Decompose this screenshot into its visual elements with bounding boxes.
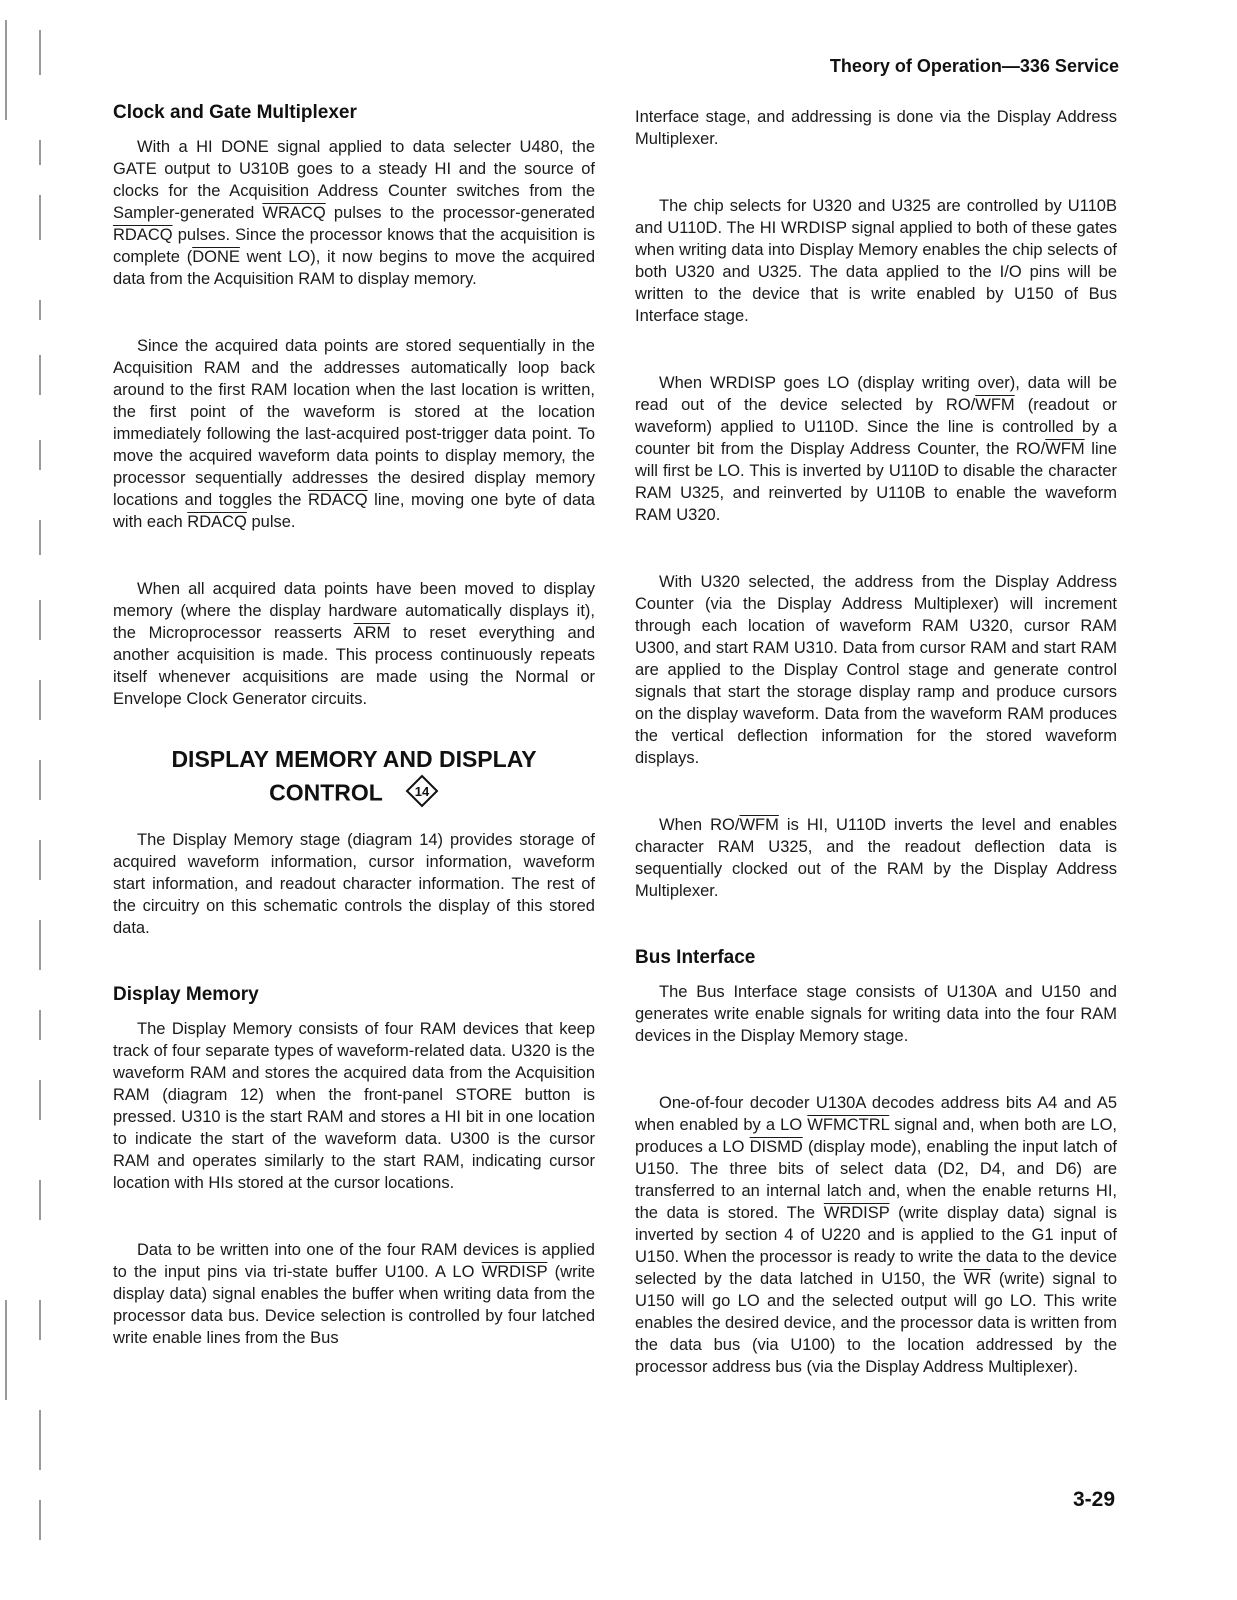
signal-done: DONE [192,248,240,266]
signal-rdacq: RDACQ [187,513,247,531]
section-title-line-1: DISPLAY MEMORY AND DISPLAY [171,746,537,772]
signal-dismd: DISMD [749,1138,803,1156]
paragraph-clock-gate-3: When all acquired data points have been moved to display memory (where the display hardware automatically displays it), the Microprocessor reasserts $\overline{ARM}$ to reset everything and another acquisition is made. This process continuously repeats itself whenever acquisitions are made using the Normal or Envelope Clock Generator circuits. [113,580,596,708]
signal-wr: $\overline{WR}$ [963,1270,992,1288]
paragraph-clock-gate-2: Since the acquired data points are stored sequentially in the Acquisition RAM and the addresses automatically loop back around to the first RAM location when the last location is written, the first point of the waveform is stored at the location immediately following the last-acquired post-trigger data point. To move the acquired waveform data points to display memory, the processor sequentially addresses the desired display memory locations and toggles the RDACQ line, moving one byte of data with each RDACQ pulse. [113,337,595,531]
signal-wfm: $\overline{WFM}$ [1045,440,1085,458]
signal-wfmctrl: WFMCTRL [807,1116,890,1134]
signal-rdacq: RDACQ [113,226,173,244]
paragraph-bus-interface-2: One-of-four decoder U130A decodes address bits A4 and A5 when enabled by a LO WFMCTRL signal and, when both are LO, produces a LO DISMD (display mode), enabling the input latch of U150. The three bits of select data (D2, D4, and D6) are transferred to an internal latch and, when the enable returns HI, the data is stored. The WRDISP (write display data) signal is inverted by section 4 of U220 and is applied to the G1 input of U150. When the processor is ready to write the data to the device selected by the data latched in U150, the $\overline{WR}$ (write) signal to U150 will go LO and the selected output will go LO. This write enables the desired device, and the processor data is written from the data bus (via U100) to the location addressed by the processor address bus (via the Display Address Multiplexer). [635,1094,1118,1376]
paragraph-u320-selected: With U320 selected, the address from the Display Address Counter (via the Display Address Multiplexer) will increment through each location of waveform RAM U320, cursor RAM U300, and start RAM U310. Data from cursor RAM and start RAM are applied to the Display Control stage and generate control signals that start the storage display ramp and produce cursors on the display waveform. Data from the waveform RAM produces the vertical deflection information for the stored waveform displays. [635,573,1117,767]
paragraph-chip-selects: The chip selects for U320 and U325 are controlled by U110B and U110D. The HI WRDISP signal applied to both of these gates when writing data into Display Memory enables the chip selects of both U320 and U325. The data applied to the I/O pins will be written to the device that is write enabled by U150 of Bus Interface stage. [635,197,1117,325]
paragraph-display-memory-2: Data to be written into one of the four RAM devices is applied to the input pins via tri-state buffer U100. A LO WRDISP (write display data) signal enables the buffer when writing data from the processor data bus. Device selection is controlled by four latched write enable lines from the Bus [113,1241,595,1347]
heading-display-memory: Display Memory [113,984,259,1005]
running-header: Theory of Operation—336 Service [829,56,1119,76]
signal-wfm: $\overline{WFM}$ [739,816,779,834]
diagram-number: 14 [414,784,430,799]
heading-clock-gate-multiplexer: Clock and Gate Multiplexer [113,102,357,123]
paragraph-wrdisp-lo: When WRDISP goes LO (display writing over), data will be read out of the device selected by $RO/\overline{WFM}$ (readout or waveform) applied to U110D. Since the line is controlled by a counter bit from the Display Address Counter, the $RO/\overline{WFM}$ line will first be LO. This is inverted by U110D to disable the character RAM U325, and reinverted by U110B to enable the waveform RAM U320. [635,374,1117,524]
right-column [635,106,1117,1378]
paragraph-right-1: Interface stage, and addressing is done via the Display Address Multiplexer. [635,108,1117,148]
paragraph-bus-interface-1: The Bus Interface stage consists of U130A and U150 and generates write enable signals for writing data into the four RAM devices in the Display Memory stage. [635,983,1117,1045]
signal-arm: $\overline{ARM}$ [353,624,391,642]
diagram-number-diamond-icon [405,774,439,815]
signal-wracq: WRACQ [262,204,326,222]
section-title-line-2: CONTROL [269,779,383,806]
paragraph-ro-wfm-hi: When $RO/\overline{WFM}$ is HI, U110D inverts the level and enables character RAM U325, and the readout deflection data is sequentially clocked out of the RAM by the Display Address Multiplexer. [635,816,1117,900]
paragraph-display-memory-1: The Display Memory consists of four RAM devices that keep track of four separate types of waveform-related data. U320 is the waveform RAM and stores the acquired data from the Acquisition RAM (diagram 12) when the front-panel STORE button is pressed. U310 is the start RAM and stores a HI bit in one location to indicate the start of the waveform data. U300 is the cursor RAM and operates similarly to the start RAM, indicating cursor location with HIs stored at the cursor locations. [113,1020,595,1192]
heading-bus-interface: Bus Interface [635,947,756,968]
signal-wrdisp: WRDISP [823,1204,890,1222]
section-title-display-memory-control [113,744,595,815]
signal-wrdisp: WRDISP [481,1263,548,1281]
paragraph-display-memory-intro: The Display Memory stage (diagram 14) provides storage of acquired waveform information, cursor information, waveform start information, and readout character information. The rest of the circuitry on this schematic controls the display of this stored data. [113,831,595,937]
left-column [113,102,595,1349]
paragraph-clock-gate-1: With a HI DONE signal applied to data selecter U480, the GATE output to U310B goes to a steady HI and the source of clocks for the Acquisition Address Counter switches from the Sampler-generated WRACQ pulses to the processor-generated RDACQ pulses. Since the processor knows that the acquisition is complete (DONE went LO), it now begins to move the acquired data from the Acquisition RAM to display memory. [113,138,596,288]
signal-rdacq: RDACQ [308,491,368,509]
binding-margin-marks [0,0,60,1600]
signal-wfm: $\overline{WFM}$ [975,396,1015,414]
page-number: 3-29 [1072,1488,1115,1511]
